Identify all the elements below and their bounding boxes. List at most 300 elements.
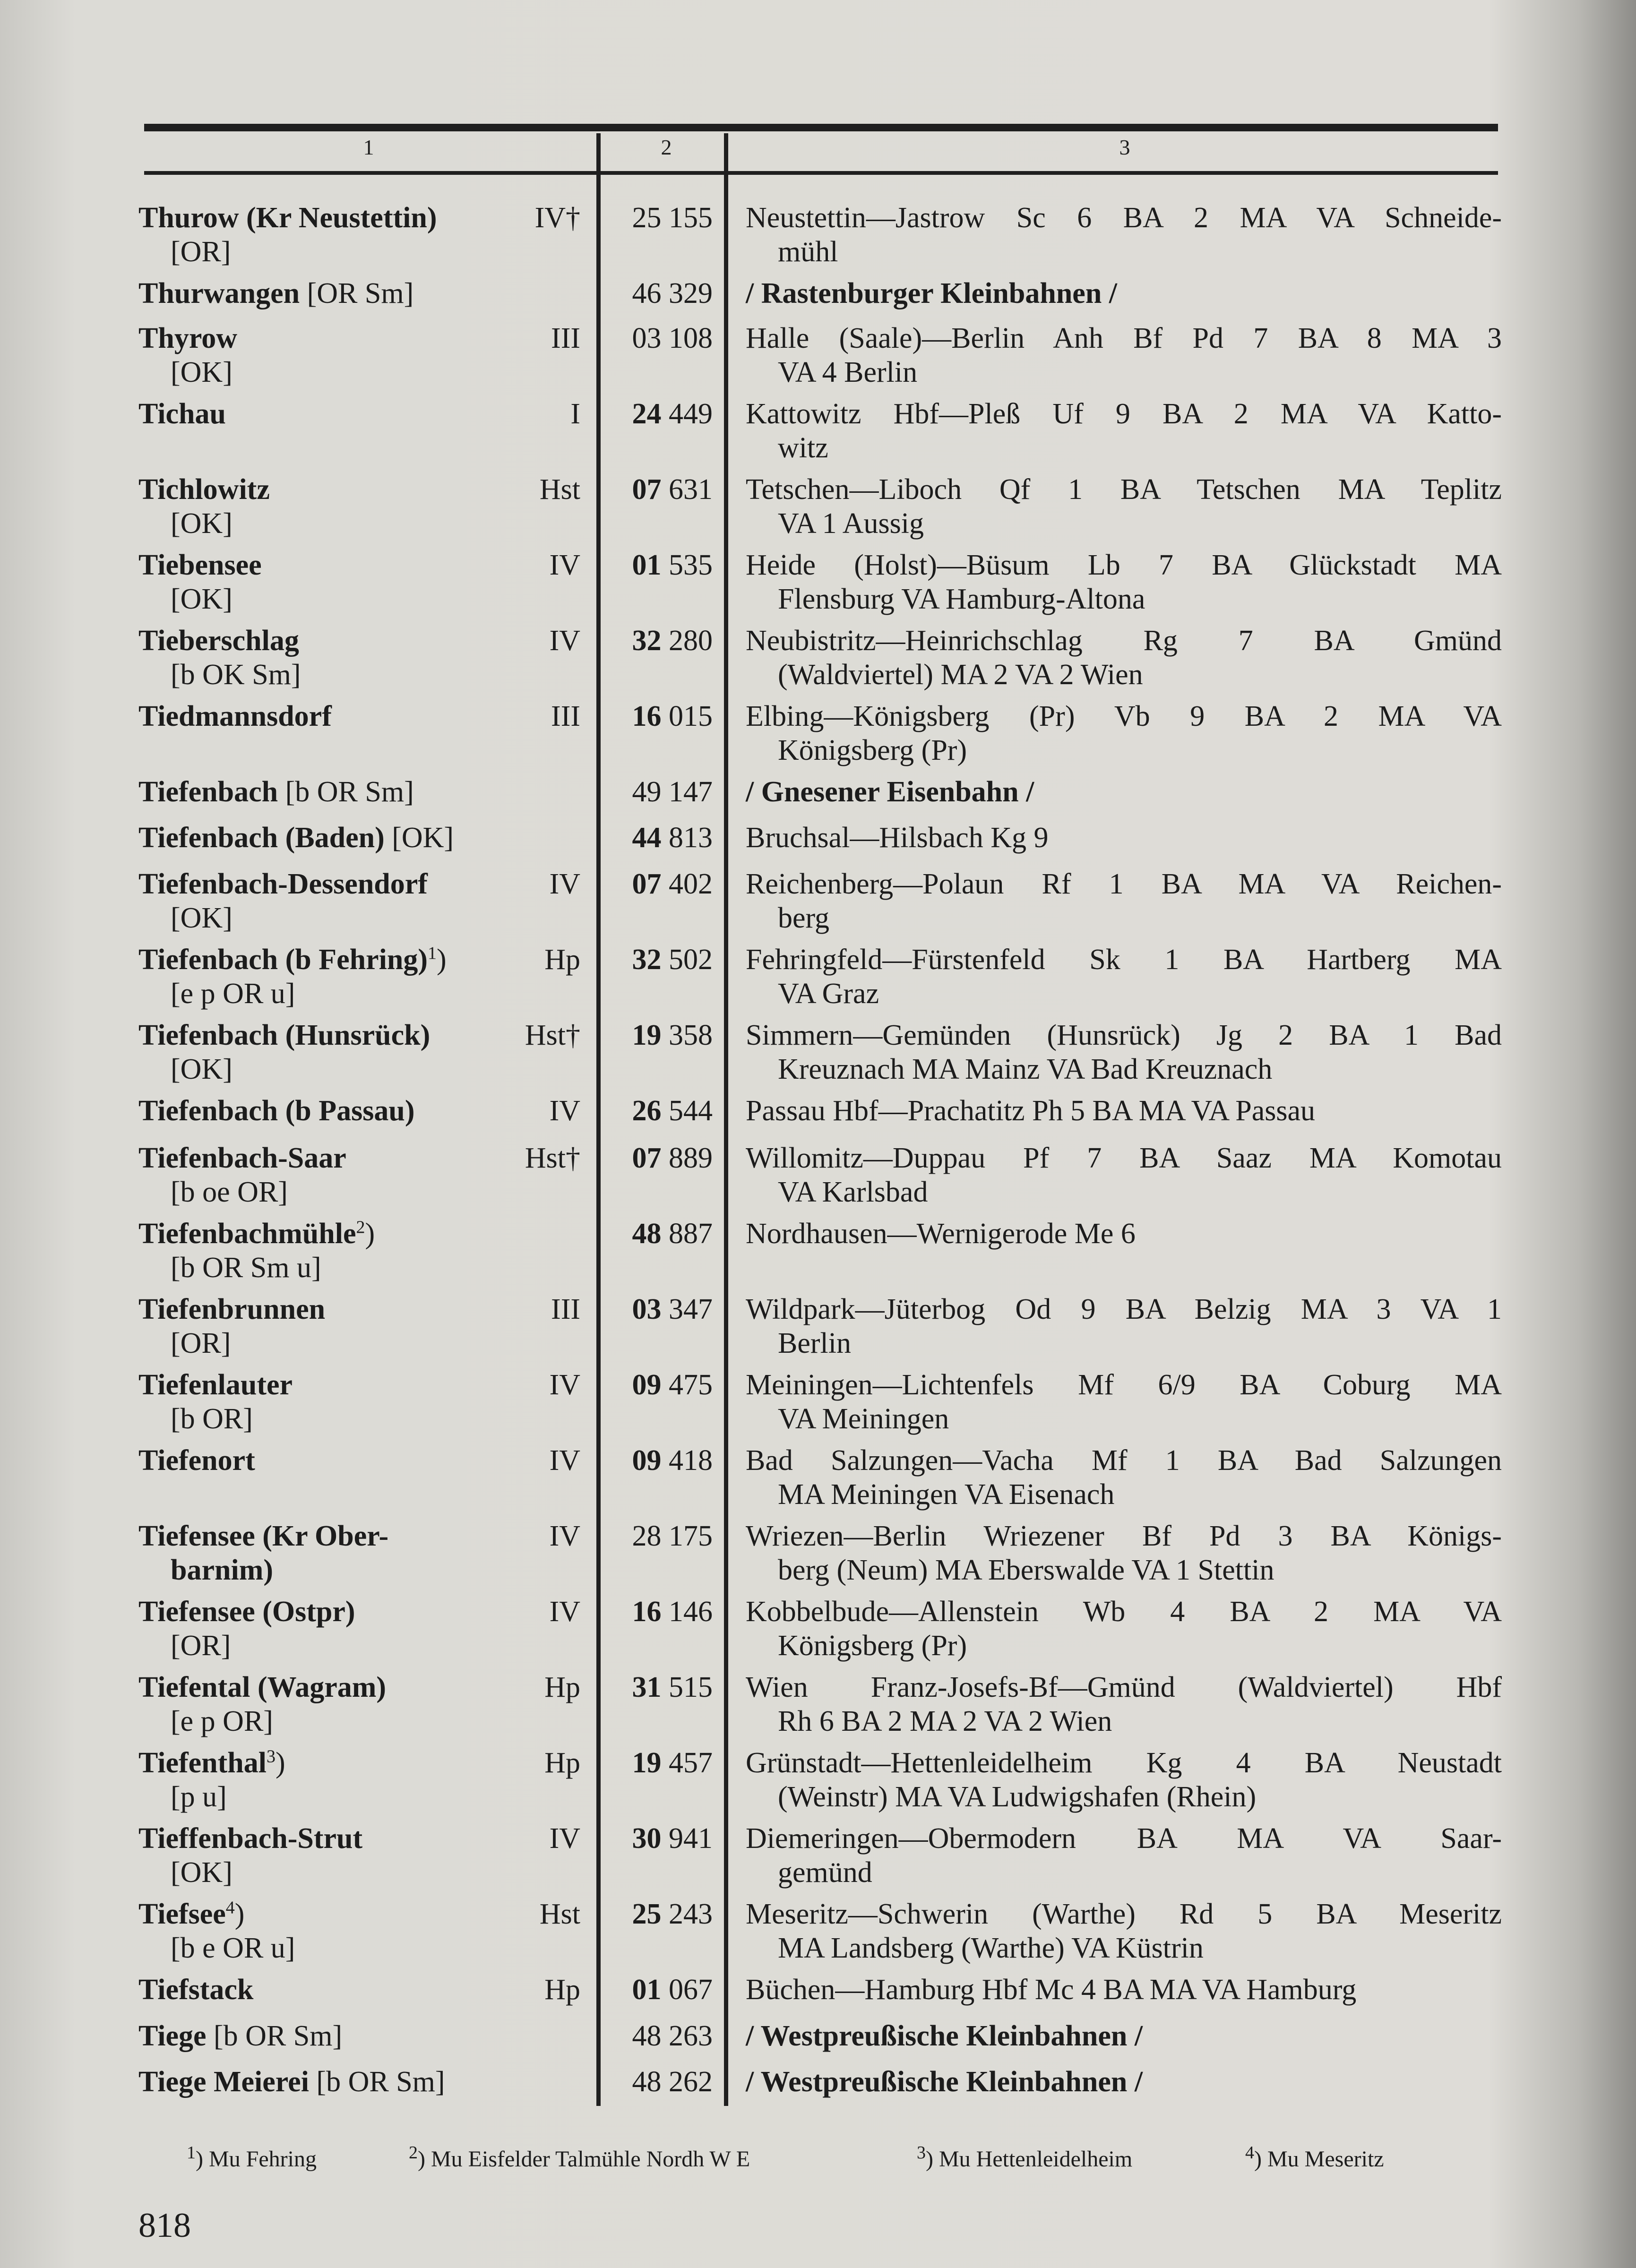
station-number — [610, 472, 713, 507]
station-name: Tiefenbach (Baden) — [138, 822, 385, 854]
station-number — [610, 1094, 713, 1128]
station-name-line — [138, 2019, 498, 2053]
footnote-2-text: ) Mu Eisfelder Talmühle Nordh W E — [418, 2147, 750, 2172]
station-class: IV — [549, 1369, 580, 1401]
station-name-cell — [138, 1973, 498, 2007]
station-name-cell — [138, 1821, 498, 1890]
station-number-prefix: 25 — [632, 1898, 662, 1930]
route-line: Simmern—Gemünden (Hunsrück) Jg 2 BA 1 Bad — [746, 1019, 1502, 1051]
station-code: [OK] — [392, 822, 454, 854]
station-number-suffix: 449 — [669, 398, 713, 430]
route-line-continued: VA Karlsbad — [778, 1176, 928, 1208]
route-cell — [746, 1094, 1502, 1128]
station-name: Tiedmannsdorf — [138, 700, 332, 732]
station-number-prefix: 01 — [632, 1974, 662, 2006]
station-name-cell — [138, 699, 498, 733]
station-name-line — [138, 867, 498, 901]
route-line: Willomitz—Duppau Pf 7 BA Saaz MA Komotau — [746, 1142, 1502, 1174]
station-number-prefix: 07 — [632, 473, 662, 506]
route-cell — [746, 1897, 1502, 1965]
station-code: [OK] — [171, 583, 232, 615]
station-number-suffix: 155 — [669, 202, 713, 234]
column-divider-1 — [596, 133, 601, 2106]
route-line: Heide (Holst)—Büsum Lb 7 BA Glückstadt MA — [746, 549, 1502, 581]
footnote-ref: 2 — [356, 1217, 365, 1237]
route-line: Wriezen—Berlin Wriezener Bf Pd 3 BA Königs- — [746, 1520, 1502, 1552]
station-name: Tichau — [138, 398, 226, 430]
station-name: Thurow (Kr Neustettin) — [138, 202, 437, 234]
station-name-cell — [138, 276, 498, 310]
station-number-prefix: 49 — [632, 776, 662, 808]
footnote-2-mark: 2 — [409, 2143, 418, 2163]
route-cell — [746, 201, 1502, 269]
station-number-prefix: 24 — [632, 398, 662, 430]
station-name-line — [138, 321, 498, 355]
route-line-continued: Kreuznach MA Mainz VA Bad Kreuznach — [778, 1053, 1273, 1085]
station-class: IV — [549, 1095, 580, 1127]
station-number-prefix: 01 — [632, 549, 662, 581]
station-name-line — [138, 699, 498, 733]
route-line: Diemeringen—Obermodern BA MA VA Saar- — [746, 1822, 1502, 1855]
station-name: Tieberschlag — [138, 625, 299, 657]
station-code: [OR] — [171, 1327, 231, 1359]
station-class: Hp — [544, 1974, 580, 2006]
station-number-prefix: 30 — [632, 1822, 662, 1855]
station-class: IV — [549, 1596, 580, 1628]
station-name-cell — [138, 775, 498, 809]
station-name-cell — [138, 1368, 498, 1436]
station-class: IV — [549, 868, 580, 900]
station-name: Tiefstack — [138, 1974, 254, 2006]
station-number — [610, 1292, 713, 1326]
station-class: Hst — [539, 1898, 580, 1930]
route-cell — [746, 321, 1502, 389]
station-class: Hst — [539, 473, 580, 506]
station-number — [610, 1670, 713, 1704]
footnote-3-text: ) Mu Hettenleidelheim — [926, 2147, 1133, 2172]
station-name: Tiefensee (Kr Ober- — [138, 1520, 389, 1552]
station-class: Hp — [544, 1671, 580, 1703]
station-number-prefix: 07 — [632, 1142, 662, 1174]
footnote-4-mark: 4 — [1245, 2143, 1254, 2163]
station-class: IV — [549, 1822, 580, 1855]
station-name: Tiefenbach (Hunsrück) — [138, 1019, 431, 1051]
column-header-3: 3 — [1119, 135, 1130, 159]
route-cell — [746, 1368, 1502, 1436]
route-cell — [746, 1973, 1502, 2007]
footnote-3 — [917, 2145, 1132, 2174]
station-name-line — [138, 1292, 498, 1326]
station-number-suffix: 262 — [669, 2066, 713, 2098]
station-class: III — [551, 1293, 580, 1325]
station-code: [OK] — [171, 356, 232, 388]
station-number-prefix: 28 — [632, 1520, 662, 1552]
station-number — [610, 1368, 713, 1402]
station-name: Tiege Meierei — [138, 2066, 309, 2098]
station-name: Tiefenbach — [138, 776, 278, 808]
station-name: Tiefental (Wagram) — [138, 1671, 387, 1703]
station-code: [b OR Sm] — [285, 776, 414, 808]
station-number-prefix: 25 — [632, 202, 662, 234]
station-number-prefix: 48 — [632, 2020, 662, 2052]
station-number-prefix: 07 — [632, 868, 662, 900]
station-code: [e p OR] — [171, 1705, 273, 1737]
station-name: Tiefenbach (b Fehring) — [138, 944, 428, 976]
station-number-suffix: 941 — [669, 1822, 713, 1855]
route-line-continued: berg (Neum) MA Eberswalde VA 1 Stettin — [778, 1554, 1274, 1586]
route-cell — [746, 624, 1502, 692]
station-name-cell — [138, 1217, 498, 1285]
route-line-continued: Berlin — [778, 1327, 851, 1359]
column-header-1: 1 — [363, 135, 374, 159]
route-line: Kattowitz Hbf—Pleß Uf 9 BA 2 MA VA Katto- — [746, 398, 1502, 430]
station-name-line — [138, 201, 498, 235]
route-line-continued: MA Landsberg (Warthe) VA Küstrin — [778, 1932, 1204, 1964]
route-cell — [746, 1595, 1502, 1663]
station-name-line: Tiefsee$^4$) — [138, 1898, 245, 1930]
station-number-suffix: 502 — [669, 944, 713, 976]
route-cell — [746, 1141, 1502, 1209]
station-name: Thurwangen — [138, 277, 300, 309]
station-code: [OR] — [171, 236, 231, 268]
route-cell — [746, 775, 1502, 809]
station-number — [610, 1443, 713, 1478]
station-name-line — [138, 397, 498, 431]
station-number-suffix: 358 — [669, 1019, 713, 1051]
station-number-suffix: 263 — [669, 2020, 713, 2052]
route-line: / Westpreußische Kleinbahnen / — [746, 2020, 1143, 2052]
station-number-prefix: 19 — [632, 1747, 662, 1779]
station-code: [p u] — [171, 1781, 227, 1813]
station-code: [b OK Sm] — [171, 659, 301, 691]
station-number-prefix: 48 — [632, 1218, 662, 1250]
station-code: [b oe OR] — [171, 1176, 288, 1208]
route-line: Fehringfeld—Fürstenfeld Sk 1 BA Hartberg MA — [746, 944, 1502, 976]
station-name-cell — [138, 821, 498, 855]
station-name-line — [138, 1443, 498, 1478]
station-name-cell — [138, 1094, 498, 1128]
footnote-2 — [409, 2145, 750, 2174]
station-name-cell — [138, 1519, 498, 1587]
route-cell — [746, 821, 1502, 855]
route-line-continued: mühl — [778, 236, 838, 268]
station-number-suffix: 147 — [669, 776, 713, 808]
station-number — [610, 867, 713, 901]
footnote-1 — [187, 2145, 317, 2174]
station-name-cell — [138, 1746, 498, 1814]
route-line-continued: VA Graz — [778, 978, 879, 1010]
column-divider-2 — [724, 133, 728, 2106]
station-number — [610, 1018, 713, 1052]
station-code: [OK] — [171, 1053, 232, 1085]
station-class: I — [570, 398, 580, 430]
route-line: Neubistritz—Heinrichschlag Rg 7 BA Gmünd — [746, 625, 1502, 657]
route-line-continued: (Waldviertel) MA 2 VA 2 Wien — [778, 659, 1143, 691]
station-number — [610, 321, 713, 355]
route-line: Bad Salzungen—Vacha Mf 1 BA Bad Salzungen — [746, 1444, 1502, 1477]
route-cell — [746, 1821, 1502, 1890]
station-name: Tiefenbrunnen — [138, 1293, 326, 1325]
station-name: Tichlowitz — [138, 473, 270, 506]
station-number-suffix: 457 — [669, 1747, 713, 1779]
route-cell — [746, 1217, 1502, 1251]
station-name-cell — [138, 1292, 498, 1360]
station-code: [b OR Sm] — [316, 2066, 445, 2098]
station-number — [610, 1897, 713, 1931]
station-number-suffix: 146 — [669, 1596, 713, 1628]
station-number-prefix: 32 — [632, 625, 662, 657]
station-name: Tiefensee (Ostpr) — [138, 1596, 355, 1628]
station-name: Tiefenlauter — [138, 1369, 293, 1401]
footnote-ref: 4 — [225, 1898, 235, 1918]
route-cell — [746, 867, 1502, 935]
station-code: [OR Sm] — [307, 277, 414, 309]
station-name-line — [138, 472, 498, 507]
station-number-suffix: 015 — [669, 700, 713, 732]
station-name: Tiefenbach-Dessendorf — [138, 868, 428, 900]
station-code: [e p OR u] — [171, 978, 295, 1010]
station-number — [610, 276, 713, 310]
route-cell — [746, 1746, 1502, 1814]
station-name-line — [138, 1670, 498, 1704]
station-class: III — [551, 322, 580, 354]
route-line: Bruchsal—Hilsbach Kg 9 — [746, 822, 1049, 854]
route-line-continued: Rh 6 BA 2 MA 2 VA 2 Wien — [778, 1705, 1112, 1737]
station-name-cell — [138, 1018, 498, 1086]
route-line: Meseritz—Schwerin (Warthe) Rd 5 BA Meseritz — [746, 1898, 1502, 1930]
station-number-prefix: 03 — [632, 1293, 662, 1325]
station-code: [b OR Sm u] — [171, 1252, 321, 1284]
route-cell — [746, 1519, 1502, 1587]
station-name-cell — [138, 1443, 498, 1478]
station-class: IV — [549, 1520, 580, 1552]
route-line-continued: VA Meiningen — [778, 1403, 949, 1435]
station-name-cell — [138, 2019, 498, 2053]
station-name-line — [138, 1821, 498, 1856]
station-name-cell — [138, 397, 498, 431]
table-header-rule — [144, 171, 1498, 175]
station-code: [b OR Sm] — [214, 2020, 343, 2052]
station-name: Tiefsee — [138, 1898, 226, 1930]
station-name-cell — [138, 2065, 498, 2099]
route-cell — [746, 1670, 1502, 1738]
station-number-prefix: 44 — [632, 822, 662, 854]
station-number — [610, 1973, 713, 2007]
table-top-rule — [144, 124, 1498, 131]
station-name-line — [138, 1973, 498, 2007]
station-number-suffix: 418 — [669, 1444, 713, 1477]
station-number-suffix: 889 — [669, 1142, 713, 1174]
station-name-line — [138, 1368, 498, 1402]
station-number — [610, 1519, 713, 1553]
station-code: [OR] — [171, 1630, 231, 1662]
route-line: Grünstadt—Hettenleidelheim Kg 4 BA Neustadt — [746, 1747, 1502, 1779]
station-number — [610, 397, 713, 431]
station-number-prefix: 16 — [632, 1596, 662, 1628]
station-name: Tieffenbach-Strut — [138, 1822, 363, 1855]
station-number-prefix: 46 — [632, 277, 662, 309]
station-number-suffix: 243 — [669, 1898, 713, 1930]
route-line-continued: gemünd — [778, 1856, 872, 1889]
station-class: Hst† — [525, 1019, 580, 1051]
route-line: Reichenberg—Polaun Rf 1 BA MA VA Reichen- — [746, 868, 1502, 900]
footnote-4 — [1245, 2145, 1384, 2174]
route-line: Neustettin—Jastrow Sc 6 BA 2 MA VA Schneide- — [746, 202, 1502, 234]
station-name-line — [138, 775, 498, 809]
station-code: [OK] — [171, 902, 232, 934]
station-number-prefix: 48 — [632, 2066, 662, 2098]
station-name-line — [138, 1519, 498, 1553]
station-number-suffix: 175 — [669, 1520, 713, 1552]
route-cell — [746, 699, 1502, 767]
station-name-line — [138, 1141, 498, 1175]
station-name: Tiebensee — [138, 549, 262, 581]
station-name: Tiefenbach (b Passau) — [138, 1095, 415, 1127]
route-cell — [746, 276, 1502, 310]
route-line-continued: witz — [778, 432, 828, 464]
route-cell — [746, 472, 1502, 541]
route-line-continued: Königsberg (Pr) — [778, 734, 967, 766]
station-number-prefix: 09 — [632, 1369, 662, 1401]
station-class: Hst† — [525, 1142, 580, 1174]
station-number-suffix: 402 — [669, 868, 713, 900]
station-name-cell — [138, 1141, 498, 1209]
station-number — [610, 2019, 713, 2053]
footnote-1-text: ) Mu Fehring — [196, 2147, 317, 2172]
station-name-cell — [138, 548, 498, 616]
station-number — [610, 624, 713, 658]
station-number — [610, 821, 713, 855]
station-name: Tiefenbach-Saar — [138, 1142, 346, 1174]
station-number-prefix: 19 — [632, 1019, 662, 1051]
route-line: / Gnesener Eisenbahn / — [746, 776, 1034, 808]
station-number — [610, 1141, 713, 1175]
station-name: Thyrow — [138, 322, 238, 354]
station-class: IV — [549, 1444, 580, 1477]
route-line: Wildpark—Jüterbog Od 9 BA Belzig MA 3 VA 1 — [746, 1293, 1502, 1325]
station-number-prefix: 32 — [632, 944, 662, 976]
station-name-line — [138, 1018, 498, 1052]
station-number-suffix: 329 — [669, 277, 713, 309]
station-name-line: Tiefenthal$^3$) — [138, 1746, 285, 1779]
station-class: IV† — [534, 202, 580, 234]
page-number: 818 — [138, 2206, 191, 2245]
station-name-line — [138, 624, 498, 658]
route-line-continued: MA Meiningen VA Eisenach — [778, 1478, 1115, 1511]
route-line-continued: Königsberg (Pr) — [778, 1630, 967, 1662]
station-name-line: Tiefenbach (b Fehring)$^1$) — [138, 943, 447, 976]
footnote-4-text: ) Mu Meseritz — [1254, 2147, 1384, 2172]
station-number-prefix: 31 — [632, 1671, 662, 1703]
route-line: / Westpreußische Kleinbahnen / — [746, 2066, 1143, 2098]
route-line: Elbing—Königsberg (Pr) Vb 9 BA 2 MA VA — [746, 700, 1502, 732]
route-cell — [746, 2019, 1502, 2053]
route-cell — [746, 1292, 1502, 1360]
station-number — [610, 548, 713, 582]
route-cell — [746, 548, 1502, 616]
station-code: [b OR] — [171, 1403, 253, 1435]
station-number-prefix: 26 — [632, 1095, 662, 1127]
route-line: Passau Hbf—Prachatitz Ph 5 BA MA VA Passau — [746, 1095, 1316, 1127]
route-line: Meiningen—Lichtenfels Mf 6/9 BA Coburg MA — [746, 1369, 1502, 1401]
station-name-cell — [138, 201, 498, 269]
station-number-suffix: 067 — [669, 1974, 713, 2006]
station-class: IV — [549, 625, 580, 657]
route-line: Tetschen—Liboch Qf 1 BA Tetschen MA Teplitz — [746, 473, 1502, 506]
route-line-continued: (Weinstr) MA VA Ludwigshafen (Rhein) — [778, 1781, 1257, 1813]
station-number — [610, 1595, 713, 1629]
column-header-2: 2 — [661, 135, 672, 159]
station-number-prefix: 16 — [632, 700, 662, 732]
station-name-cell — [138, 1670, 498, 1738]
route-line: Büchen—Hamburg Hbf Mc 4 BA MA VA Hamburg — [746, 1974, 1357, 2006]
route-cell — [746, 397, 1502, 465]
station-name-line — [138, 821, 498, 855]
station-number — [610, 1217, 713, 1251]
station-name-cell — [138, 472, 498, 541]
footnote-1-mark: 1 — [187, 2143, 196, 2163]
station-name: Tiefenort — [138, 1444, 255, 1477]
route-line: Kobbelbude—Allenstein Wb 4 BA 2 MA VA — [746, 1596, 1502, 1628]
station-code: [b e OR u] — [171, 1932, 295, 1964]
station-number-suffix: 813 — [669, 822, 713, 854]
station-number-prefix: 09 — [632, 1444, 662, 1477]
route-line-continued: berg — [778, 902, 830, 934]
station-name-cell — [138, 1897, 498, 1965]
station-class: IV — [549, 549, 580, 581]
footnote-3-mark: 3 — [917, 2143, 926, 2163]
station-number-suffix: 535 — [669, 549, 713, 581]
route-line-continued: Flensburg VA Hamburg-Altona — [778, 583, 1145, 615]
station-code: [OK] — [171, 507, 232, 540]
station-name-line — [138, 2065, 498, 2099]
station-name: Tiege — [138, 2020, 207, 2052]
route-line: / Rastenburger Kleinbahnen / — [746, 277, 1118, 309]
station-name-cell — [138, 943, 498, 1011]
station-number-suffix: 347 — [669, 1293, 713, 1325]
station-name-line — [138, 548, 498, 582]
station-number-suffix: 515 — [669, 1671, 713, 1703]
station-name-cell — [138, 624, 498, 692]
footnote-ref: 3 — [266, 1746, 276, 1767]
route-line-continued: VA 4 Berlin — [778, 356, 918, 388]
station-class: Hp — [544, 1747, 580, 1779]
station-number — [610, 775, 713, 809]
station-name: Tiefenthal — [138, 1747, 267, 1779]
station-name-line — [138, 1595, 498, 1629]
station-name-cell — [138, 321, 498, 389]
route-line: Wien Franz-Josefs-Bf—Gmünd (Waldviertel) Hbf — [746, 1671, 1502, 1703]
station-class: Hp — [544, 944, 580, 976]
station-name-line: Tiefenbachmühle$^2$) — [138, 1217, 375, 1250]
footnote-ref: 1 — [427, 943, 437, 963]
route-cell — [746, 943, 1502, 1011]
station-number — [610, 2065, 713, 2099]
station-number — [610, 1746, 713, 1780]
station-number-suffix: 108 — [669, 322, 713, 354]
station-number-suffix: 887 — [669, 1218, 713, 1250]
route-cell — [746, 2065, 1502, 2099]
station-class: III — [551, 700, 580, 732]
route-line: Halle (Saale)—Berlin Anh Bf Pd 7 BA 8 MA 3 — [746, 322, 1502, 354]
station-name-cell — [138, 867, 498, 935]
station-number-prefix: 03 — [632, 322, 662, 354]
station-number — [610, 699, 713, 733]
station-name: Tiefenbachmühle — [138, 1218, 356, 1250]
station-number — [610, 201, 713, 235]
station-number-suffix: 475 — [669, 1369, 713, 1401]
station-code: [OK] — [171, 1856, 232, 1889]
